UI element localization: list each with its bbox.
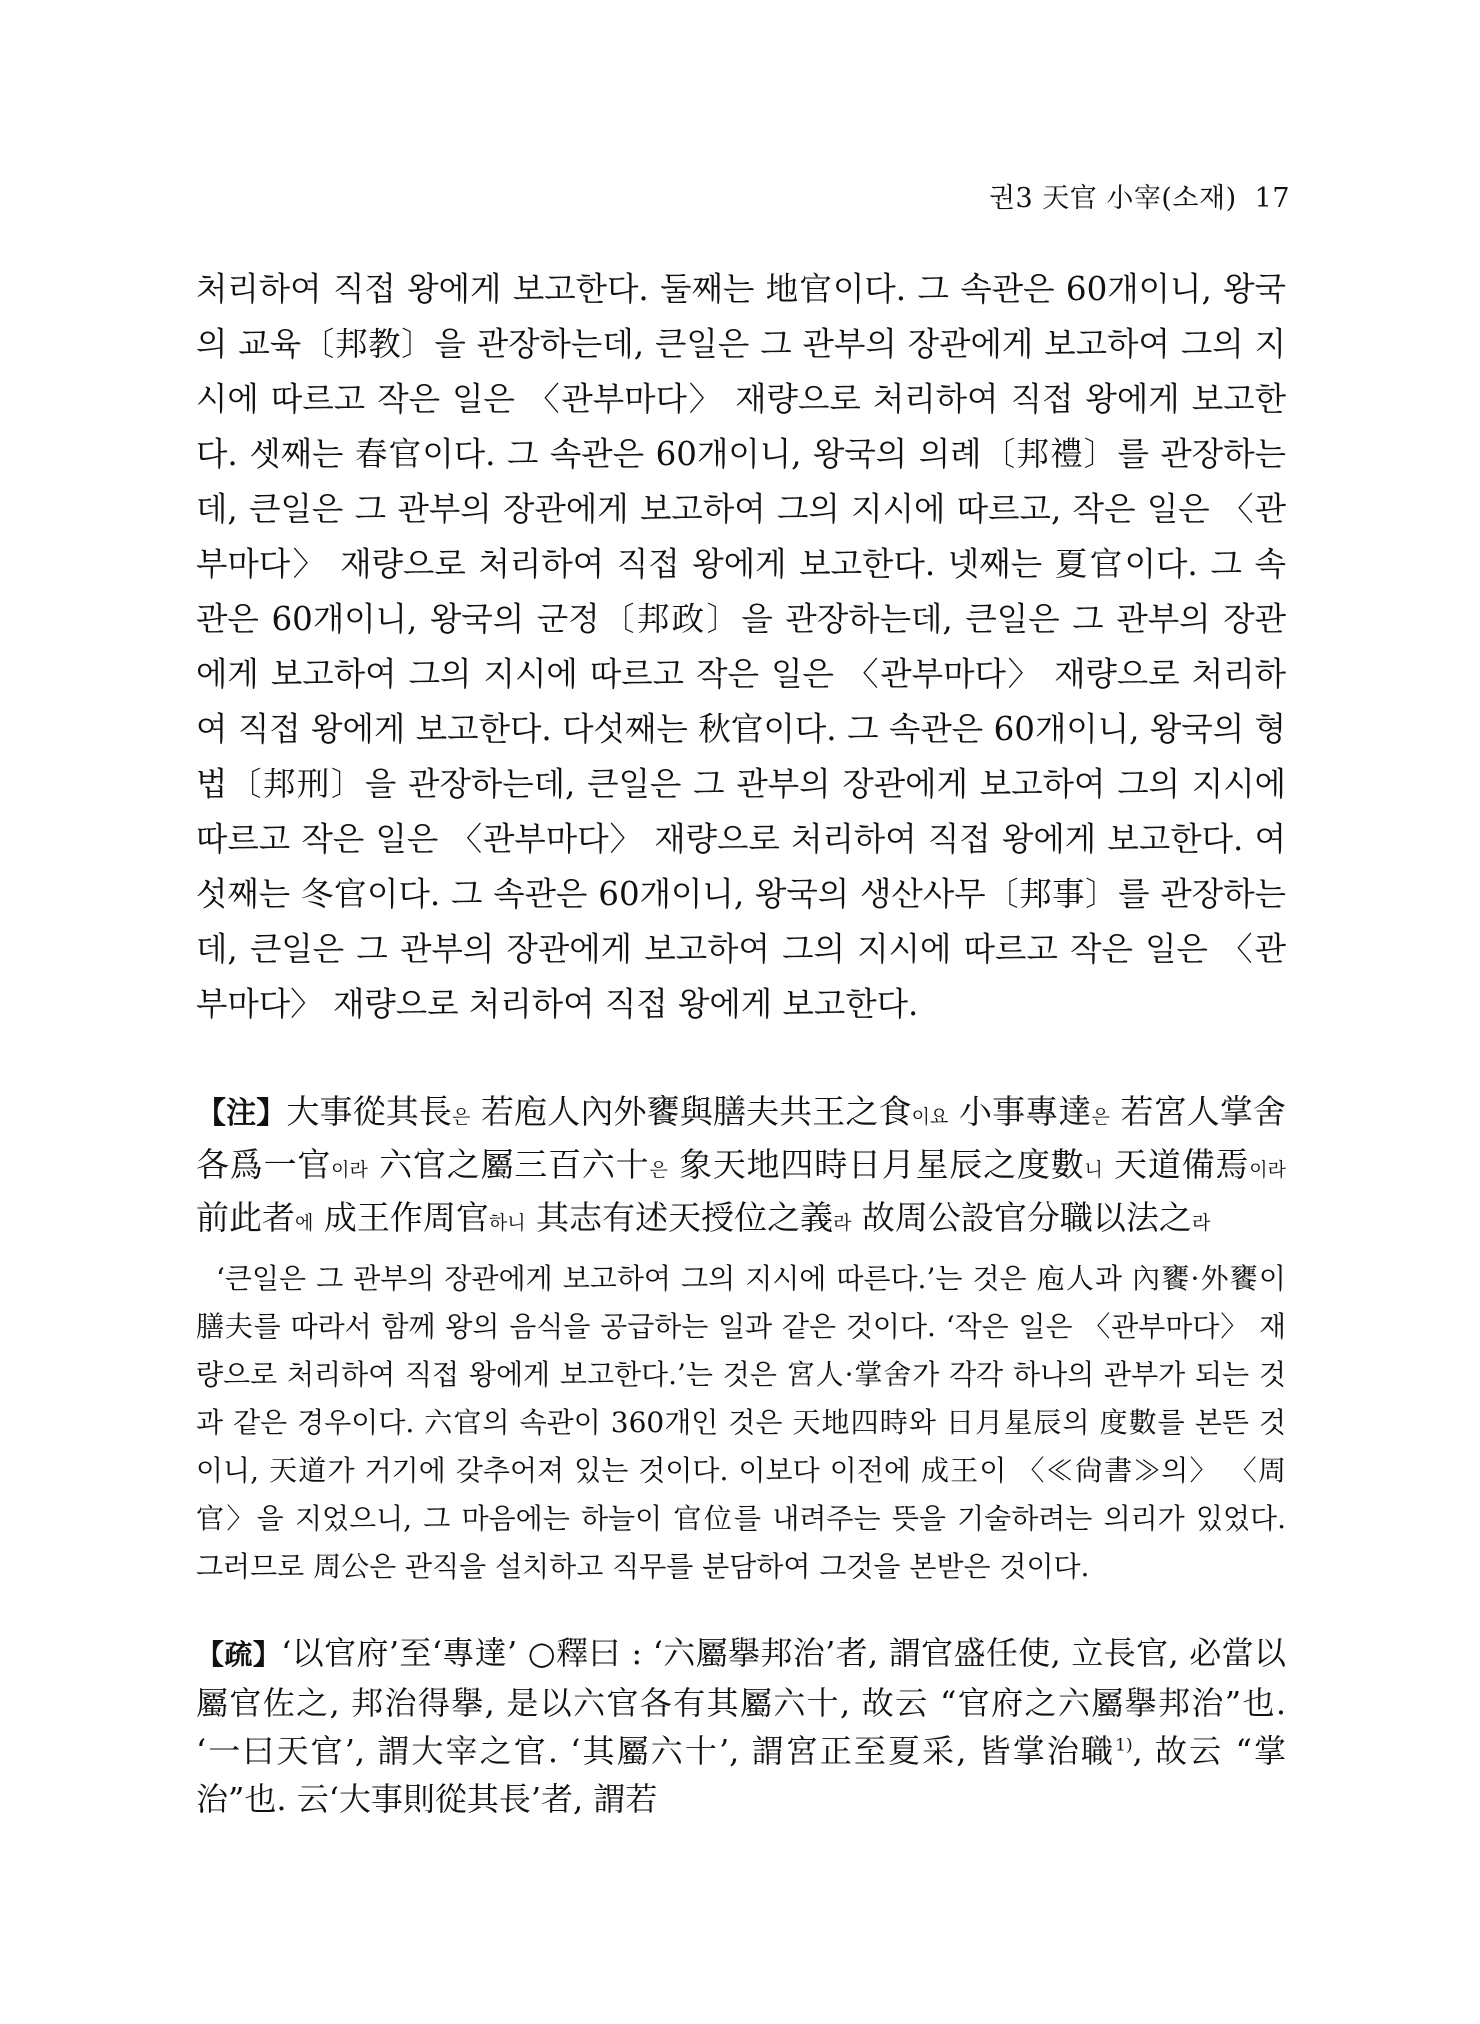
page-number: 17	[1254, 183, 1290, 214]
running-head-title: 권3 天官 小宰(소재)	[988, 183, 1237, 214]
commentary-text: ‘以官府’至‘專達’ ○釋曰 : ‘六屬擧邦治’者, 謂官盛任使, 立長官, 必當以屬官佐之, 邦治得擧, 是以六官各有其屬六十, 故云 “官府之六屬擧邦治”也. ‘一曰天官’, 謂大宰之官. ‘其屬六十’, 謂宮正至夏采, 皆掌治職	[196, 1634, 1286, 1770]
note-original-text	[196, 1088, 1286, 1247]
note-segment: 故周公設官分職以法之	[851, 1198, 1192, 1237]
footnote-marker[interactable]: 1)	[1115, 1735, 1133, 1756]
commentary-tag: 【疏】	[196, 1638, 282, 1671]
running-head	[989, 176, 1290, 215]
note-segment: 其志有述天授位之義	[525, 1198, 834, 1237]
note-particle: 은	[1091, 1106, 1110, 1128]
commentary-text-continued: , 故云 “掌治”也. 云‘大事則從其長’者, 謂若	[196, 1732, 1286, 1818]
note-segment: 小事專達	[948, 1092, 1092, 1131]
note-segment: 六官之屬三百六十	[367, 1145, 650, 1184]
note-translation: ‘큰일은 그 관부의 장관에게 보고하여 그의 지시에 따른다.’는 것은 庖人과 內饔·外饔이 膳夫를 따라서 함께 왕의 음식을 공급하는 일과 같은 것이다. ‘작은 일은 〈관부마다〉 재량으로 처리하여 직접 왕에게 보고한다.’는 것은 宮人·掌舍가 각각 하나의 관부가 되는 것과 같은 경우이다. 六官의 속관이 360개인 것은 天地四時와 日月星辰의 度數를 본뜬 것이니, 天道가 거기에 갖추어져 있는 것이다. 이보다 이전에 成王이 〈≪尙書≫의〉 〈周官〉을 지었으니, 그 마음에는 하늘이 官位를 내려주는 뜻을 기술하려는 의리가 있었다. 그러므로 周公은 관직을 설치하고 직무를 분담하여 그것을 본받은 것이다.	[196, 1262, 1286, 1583]
note-tag: 【注】	[196, 1096, 287, 1131]
note-particle: 은	[649, 1159, 668, 1181]
note-segment: 若宮人掌舍 各爲一官	[196, 1092, 1286, 1184]
note-particle: 이요	[911, 1106, 949, 1128]
note-segment: 象天地四時日月星辰之度數	[667, 1145, 1085, 1184]
note-particle: 에	[295, 1212, 314, 1234]
note-segment: 成王作周官	[313, 1198, 489, 1237]
note-particle: 하니	[488, 1212, 526, 1234]
note-particle: 니	[1084, 1159, 1103, 1181]
note-segment: 前此者	[196, 1198, 295, 1237]
note-segment: 大事從其長	[286, 1092, 453, 1131]
note-particle: 라	[833, 1212, 852, 1234]
commentary-paragraph	[196, 1629, 1286, 1823]
note-particle: 라	[1191, 1212, 1211, 1234]
note-segment: 天道備焉	[1102, 1145, 1250, 1184]
note-segment: 若庖人內外饔與膳夫共王之食	[470, 1092, 912, 1131]
page-content	[196, 262, 1286, 1823]
note-particle: 이라	[1249, 1159, 1286, 1181]
note-particle: 이라	[331, 1159, 368, 1181]
note-particle: 은	[452, 1106, 471, 1128]
note-block	[196, 1088, 1286, 1591]
translation-paragraph: 처리하여 직접 왕에게 보고한다. 둘째는 地官이다. 그 속관은 60개이니, 왕국의 교육〔邦教〕을 관장하는데, 큰일은 그 관부의 장관에게 보고하여 그의 지시에 따르고 작은 일은 〈관부마다〉 재량으로 처리하여 직접 왕에게 보고한다. 셋째는 春官이다. 그 속관은 60개이니, 왕국의 의례〔邦禮〕를 관장하는데, 큰일은 그 관부의 장관에게 보고하여 그의 지시에 따르고, 작은 일은 〈관부마다〉 재량으로 처리하여 직접 왕에게 보고한다. 넷째는 夏官이다. 그 속관은 60개이니, 왕국의 군정〔邦政〕을 관장하는데, 큰일은 그 관부의 장관에게 보고하여 그의 지시에 따르고 작은 일은 〈관부마다〉 재량으로 처리하여 직접 왕에게 보고한다. 다섯째는 秋官이다. 그 속관은 60개이니, 왕국의 형법〔邦刑〕을 관장하는데, 큰일은 그 관부의 장관에게 보고하여 그의 지시에 따르고 작은 일은 〈관부마다〉 재량으로 처리하여 직접 왕에게 보고한다. 여섯째는 冬官이다. 그 속관은 60개이니, 왕국의 생산사무〔邦事〕를 관장하는데, 큰일은 그 관부의 장관에게 보고하여 그의 지시에 따르고 작은 일은 〈관부마다〉 재량으로 처리하여 직접 왕에게 보고한다.	[196, 270, 1286, 1023]
